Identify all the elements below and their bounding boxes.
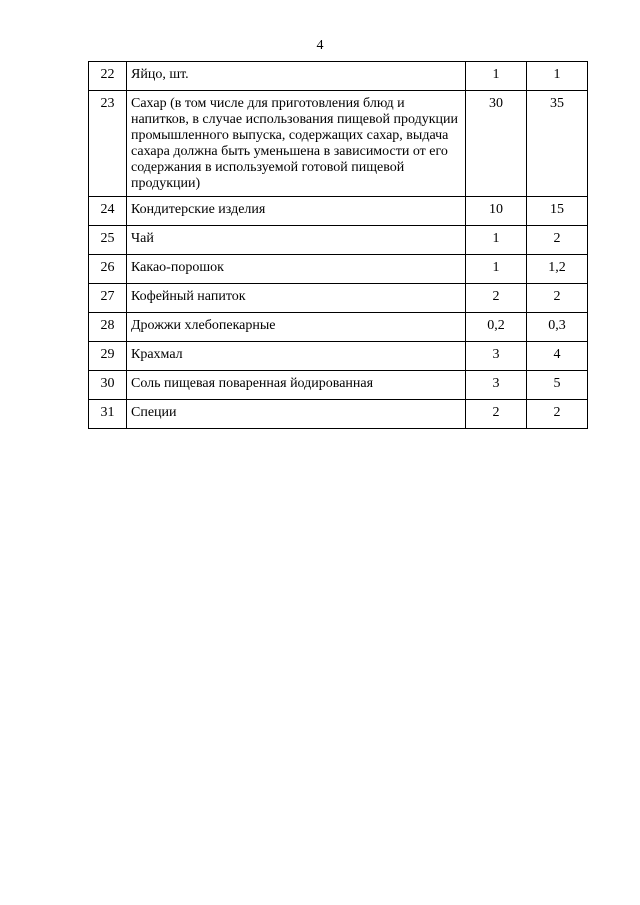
norm-value-2: 5 [527, 371, 588, 400]
norm-value-2: 35 [527, 91, 588, 197]
row-number: 29 [89, 342, 127, 371]
table-row [89, 255, 588, 284]
product-name: Крахмал [127, 342, 466, 371]
table-row [89, 371, 588, 400]
row-number: 25 [89, 226, 127, 255]
table-row [89, 400, 588, 429]
norm-value-2: 15 [527, 197, 588, 226]
product-name: Кондитерские изделия [127, 197, 466, 226]
product-name: Кофейный напиток [127, 284, 466, 313]
norm-value-1: 2 [466, 284, 527, 313]
norm-value-1: 1 [466, 255, 527, 284]
product-name: Сахар (в том числе для приготовления блюд и напитков, в случае использования пищевой продукции промышленного выпуска, содержащих сахар, выдача сахара должна быть уменьшена в зависимости от его содержания в используемой готовой пищевой продукции) [127, 91, 466, 197]
row-number: 22 [89, 62, 127, 91]
table-row [89, 226, 588, 255]
row-number: 27 [89, 284, 127, 313]
table-row [89, 197, 588, 226]
norm-value-1: 30 [466, 91, 527, 197]
norm-value-2: 1,2 [527, 255, 588, 284]
product-name: Какао-порошок [127, 255, 466, 284]
norm-value-1: 3 [466, 342, 527, 371]
norm-value-1: 1 [466, 226, 527, 255]
norm-value-2: 2 [527, 284, 588, 313]
table-row [89, 62, 588, 91]
table-row [89, 313, 588, 342]
product-name: Чай [127, 226, 466, 255]
row-number: 23 [89, 91, 127, 197]
norm-value-1: 0,2 [466, 313, 527, 342]
norm-value-2: 2 [527, 226, 588, 255]
row-number: 28 [89, 313, 127, 342]
food-norms-table [88, 61, 588, 429]
product-name: Соль пищевая поваренная йодированная [127, 371, 466, 400]
norm-value-2: 2 [527, 400, 588, 429]
table-row [89, 284, 588, 313]
table-row [89, 91, 588, 197]
product-name: Специи [127, 400, 466, 429]
norm-value-1: 3 [466, 371, 527, 400]
product-name: Дрожжи хлебопекарные [127, 313, 466, 342]
page-number: 4 [316, 38, 324, 53]
table-row [89, 342, 588, 371]
norm-value-1: 2 [466, 400, 527, 429]
norm-value-2: 0,3 [527, 313, 588, 342]
row-number: 31 [89, 400, 127, 429]
row-number: 26 [89, 255, 127, 284]
product-name: Яйцо, шт. [127, 62, 466, 91]
norm-value-2: 1 [527, 62, 588, 91]
norm-value-2: 4 [527, 342, 588, 371]
row-number: 24 [89, 197, 127, 226]
row-number: 30 [89, 371, 127, 400]
norm-value-1: 1 [466, 62, 527, 91]
norm-value-1: 10 [466, 197, 527, 226]
